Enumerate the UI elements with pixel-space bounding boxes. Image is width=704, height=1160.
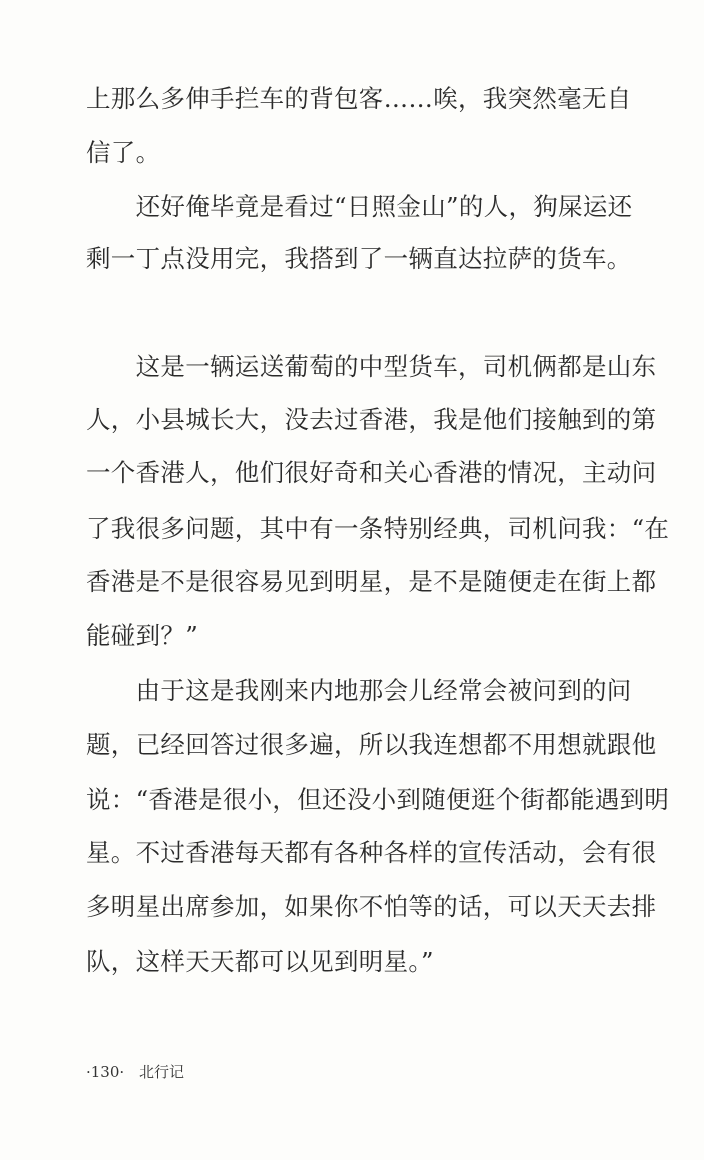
page-number: ·130· (86, 1063, 125, 1081)
text-line: 一个香港人，他们很好奇和关心香港的情况，主动问 (86, 458, 657, 487)
text-line: 题，已经回答过很多遍，所以我连想都不用想就跟他 (86, 730, 657, 759)
text-line: 香港是不是很容易见到明星，是不是随便走在街上都 (86, 567, 657, 596)
text-line: 剩一丁点没用完，我搭到了一辆直达拉萨的货车。 (86, 244, 632, 273)
text-line: 星。不过香港每天都有各种各样的宣传活动，会有很 (86, 838, 657, 867)
text-line: 这是一辆运送葡萄的中型货车，司机俩都是山东 (86, 352, 657, 381)
text-line: 多明星出席参加，如果你不怕等的话，可以天天去排 (86, 892, 657, 921)
text-line: 说：“香港是很小，但还没小到随便逛个街都能遇到明 (86, 785, 670, 814)
text-line: 队，这样天天都可以见到明星。” (86, 947, 434, 976)
text-line: 人，小县城长大，没去过香港，我是他们接触到的第 (86, 405, 657, 434)
text-line: 由于这是我刚来内地那会儿经常会被问到的问 (86, 676, 632, 705)
page-footer (86, 1062, 184, 1082)
text-line: 信了。 (86, 138, 161, 167)
book-title: 北行记 (138, 1063, 184, 1081)
text-line: 还好俺毕竟是看过“日照金山”的人，狗屎运还 (86, 192, 633, 221)
text-line: 能碰到？” (86, 621, 199, 650)
text-line: 了我很多问题，其中有一条特别经典，司机问我：“在 (86, 514, 670, 543)
text-line: 上那么多伸手拦车的背包客……唉，我突然毫无自 (86, 84, 632, 113)
